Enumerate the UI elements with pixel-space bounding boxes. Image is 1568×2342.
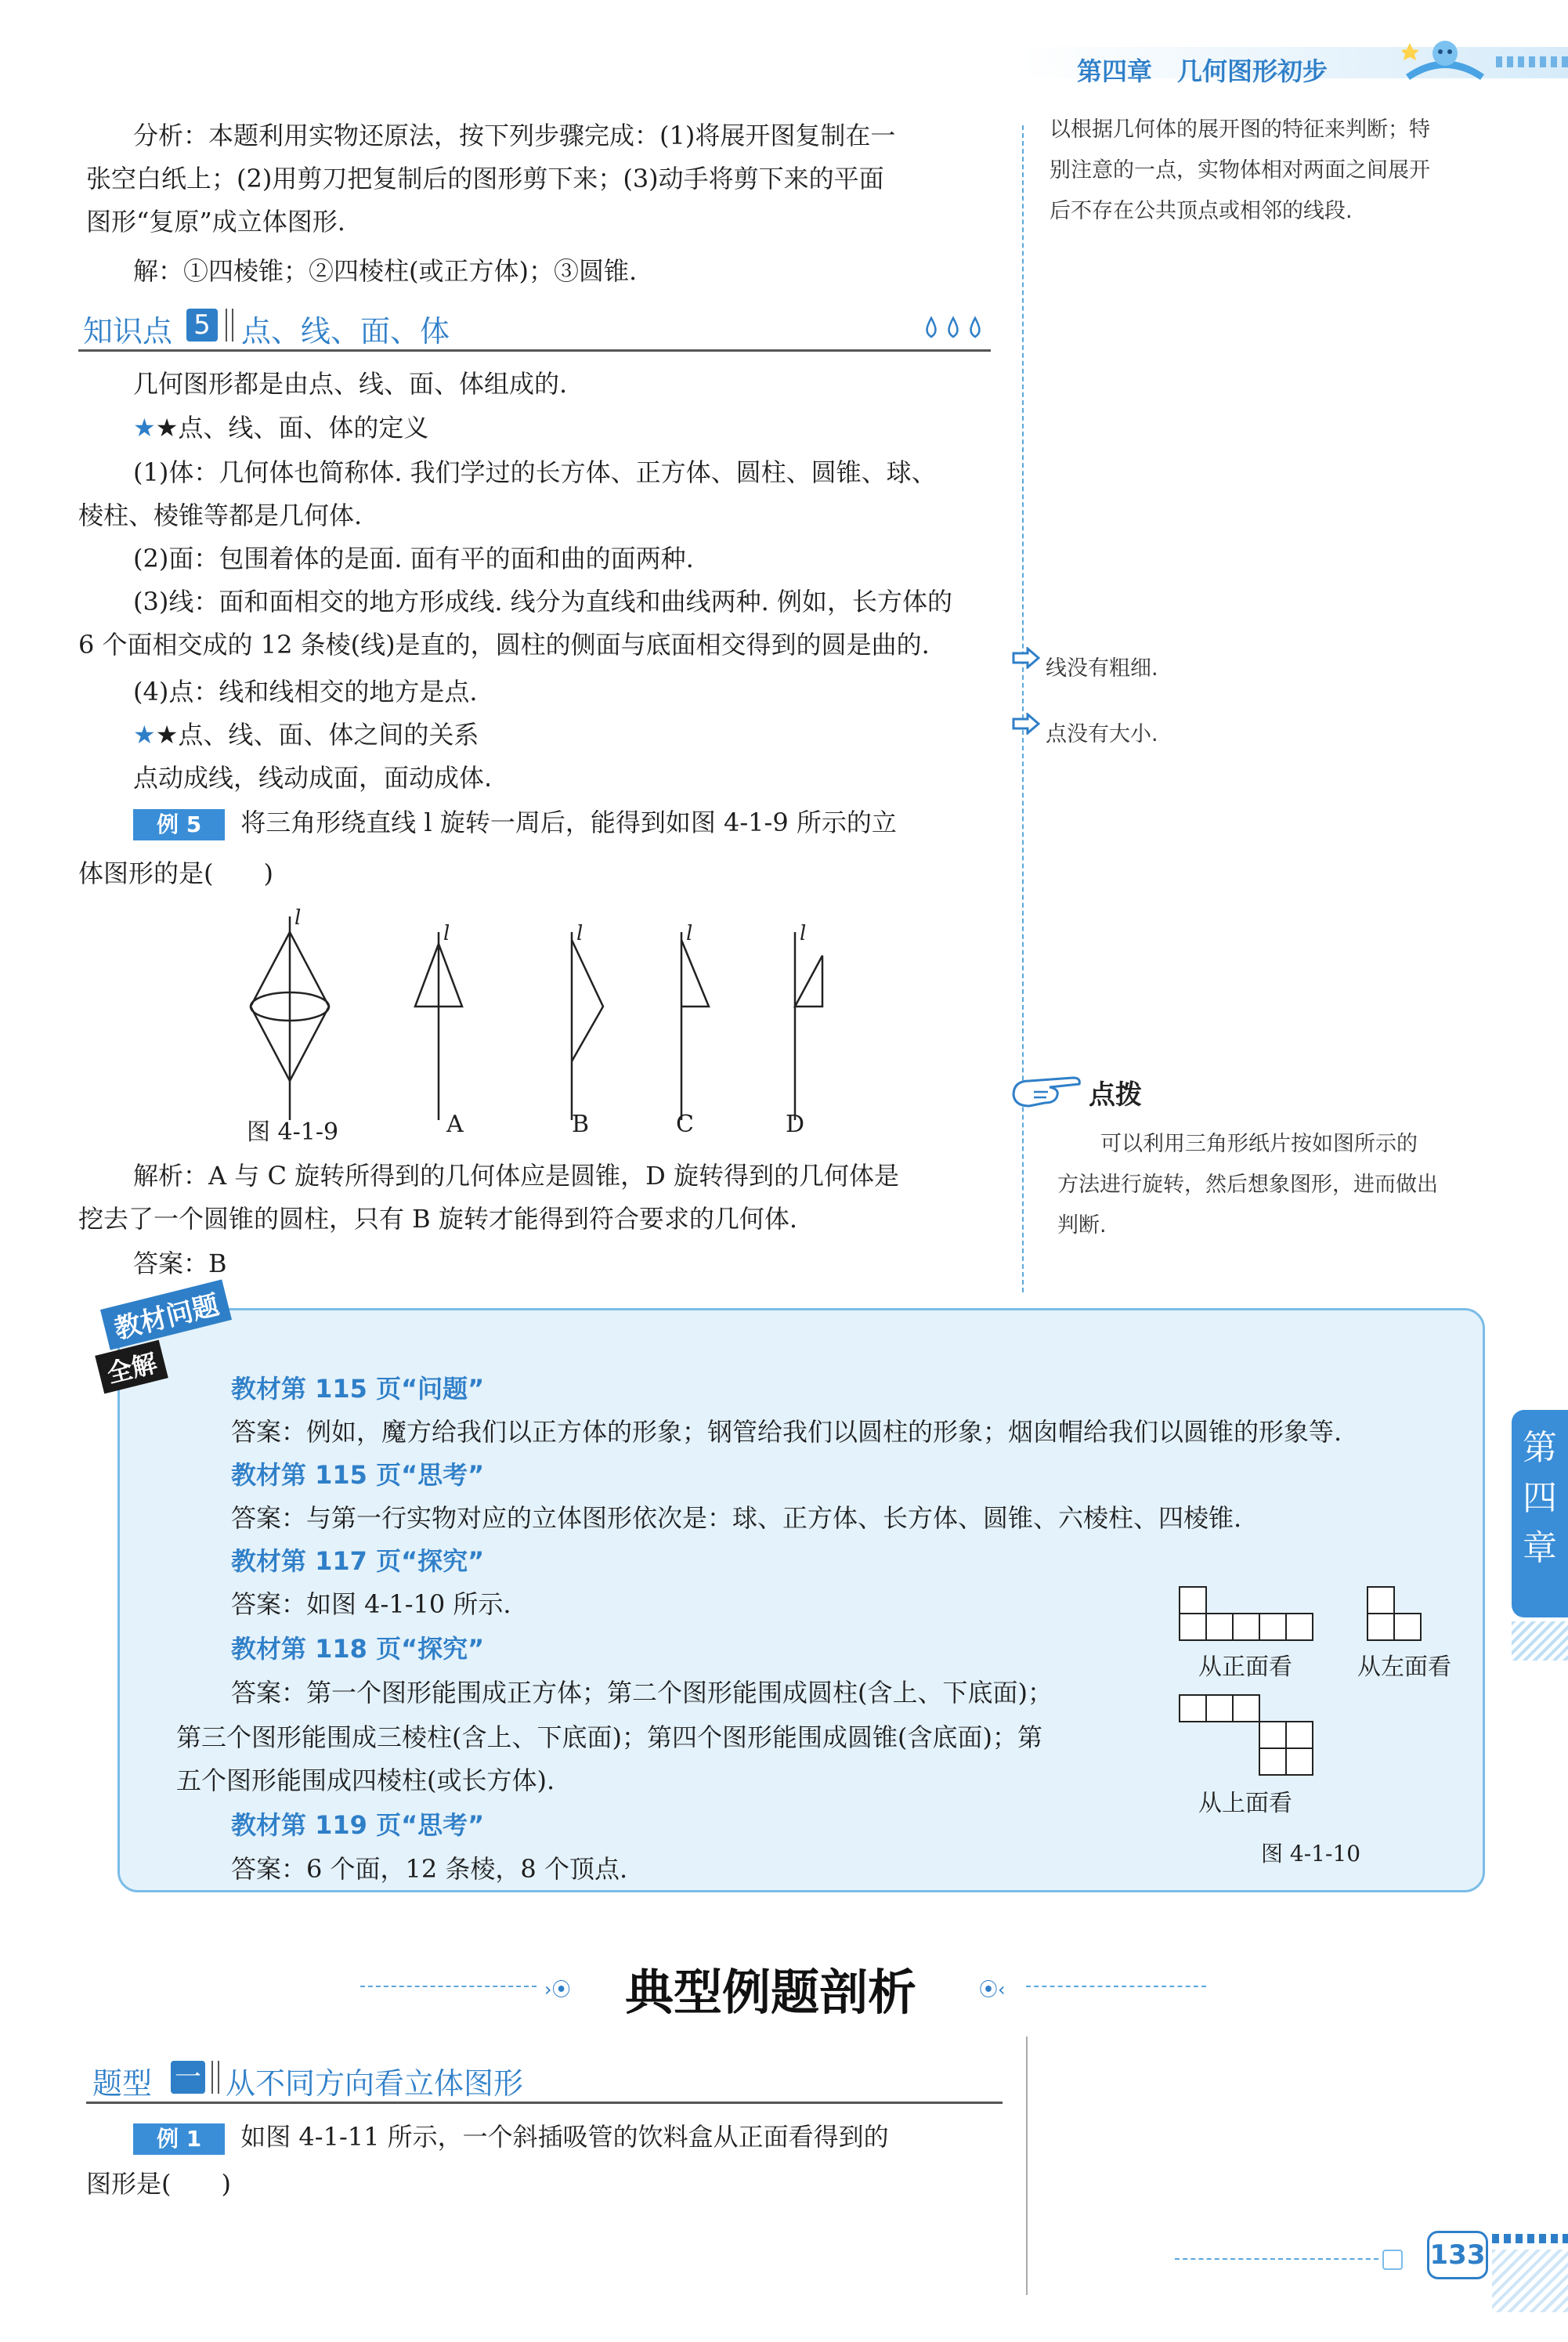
- textbook-ref-2: 教材第 115 页“思考”: [231, 1460, 485, 1490]
- star-icon: ★: [133, 720, 156, 750]
- book-logo-icon: [1402, 31, 1488, 86]
- textbook-answer-1: 答案：例如，魔方给我们以正方体的形象；钢管给我们以圆柱的形象；烟囱帽给我们以圆锥的形象等.: [231, 1417, 1342, 1447]
- analysis-line-1: 分析：本题利用实物还原法，按下列步骤完成：(1)将展开图复制在一: [133, 121, 896, 150]
- figure-4-1-10-label: 图 4-1-10: [1261, 1841, 1361, 1867]
- axis-label-a: l: [443, 922, 450, 945]
- side-note-line-1: 以根据几何体的展开图的特征来判断；特: [1050, 117, 1430, 142]
- axis-label-d: l: [800, 922, 807, 945]
- title-rule-right: [1026, 1986, 1206, 1987]
- section-title: 点、线、面、体: [241, 314, 450, 349]
- chapter-side-tab: [1512, 1410, 1568, 1617]
- textbook-ref-3: 教材第 117 页“探究”: [231, 1546, 485, 1576]
- footer-hatch: [1492, 2250, 1568, 2312]
- option-c-label: C: [676, 1111, 694, 1138]
- badge-title: 教材问题: [100, 1279, 232, 1350]
- textbook-ref-5: 教材第 119 页“思考”: [231, 1810, 485, 1840]
- side-column-divider-2: [1026, 2037, 1028, 2295]
- example-5-analysis-1: 解析：A 与 C 旋转所得到的几何体应是圆锥，D 旋转得到的几何体是: [133, 1161, 899, 1191]
- textbook-answer-4-cont-2: 五个图形能围成四棱柱(或长方体).: [176, 1766, 555, 1795]
- line-note: 线没有粗细.: [1046, 656, 1158, 681]
- textbook-answer-5: 答案：6 个面，12 条棱，8 个顶点.: [231, 1854, 628, 1884]
- grid-cell: [1205, 1694, 1234, 1722]
- grid-cell: [1232, 1613, 1260, 1641]
- body-line-1: (1)体：几何体也简称体. 我们学过的长方体、正方体、圆柱、圆锥、球、: [133, 457, 937, 487]
- grid-cell: [1259, 1721, 1287, 1749]
- example-5-analysis-2: 挖去了一个圆锥的圆柱，只有 B 旋转才能得到符合要求的几何体.: [78, 1204, 798, 1234]
- side-note-line-3: 后不存在公共顶点或相邻的线段.: [1050, 199, 1353, 223]
- difficulty-flames-icon: [922, 315, 985, 344]
- footer-dots: [1492, 2234, 1568, 2243]
- section-prefix: 知识点: [83, 314, 173, 349]
- figure-4-1-10: [1175, 1586, 1480, 1876]
- grid-cell: [1285, 1747, 1313, 1776]
- section-separator: [226, 309, 233, 342]
- top-view-label: 从上面看: [1198, 1790, 1292, 1817]
- chapter-tab-char-2: 四: [1523, 1478, 1557, 1518]
- example-5-answer: 答案：B: [133, 1249, 227, 1278]
- face-definition: (2)面：包围着体的是面. 面有平的面和曲的面两种.: [133, 544, 694, 573]
- example-tag: 例 5: [133, 809, 225, 840]
- figure-4-1-9: [227, 909, 838, 1128]
- front-view-label: 从正面看: [1198, 1653, 1292, 1681]
- type-number-badge: 一: [171, 2061, 205, 2094]
- chapter-tab-hatch: [1512, 1621, 1568, 1661]
- option-d-label: D: [786, 1111, 805, 1138]
- arrow-icon: [1012, 713, 1040, 738]
- title-right-arrow-icon: ⦿‹: [979, 1979, 1006, 2000]
- grid-cell: [1205, 1613, 1234, 1641]
- section-intro: 几何图形都是由点、线、面、体组成的.: [133, 369, 568, 399]
- analysis-line-3: 图形“复原”成立体图形.: [86, 207, 345, 237]
- textbook-answer-2: 答案：与第一行实物对应的立体图形依次是：球、正方体、长方体、圆锥、六棱柱、四棱锥.: [231, 1503, 1242, 1533]
- tip-line-1: 可以利用三角形纸片按如图所示的: [1100, 1132, 1418, 1156]
- axis-label-main: l: [294, 909, 302, 930]
- section-main-title: 典型例题剖析: [625, 1964, 917, 2021]
- chapter-header-title: 第四章 几何图形初步: [1077, 56, 1328, 86]
- type-separator: [211, 2061, 219, 2094]
- analysis-line-2: 张空白纸上；(2)用剪刀把复制后的图形剪下来；(3)动手将剪下来的平面: [86, 164, 884, 193]
- grid-cell: [1179, 1613, 1207, 1641]
- question-type-header: [86, 2056, 1003, 2104]
- section-number-badge: 5: [186, 309, 218, 342]
- textbook-answer-4-cont-1: 第三个图形能围成三棱柱(含上、下底面)；第四个图形能围成圆锥(含底面)；第: [176, 1722, 1042, 1752]
- left-view-label: 从左面看: [1357, 1653, 1451, 1681]
- figure-4-1-9-label: 图 4-1-9: [247, 1119, 339, 1146]
- example-tag: 例 1: [133, 2123, 225, 2155]
- star-icon: ★: [133, 413, 156, 443]
- triangle-b: [572, 940, 603, 1061]
- grid-cell: [1285, 1613, 1313, 1641]
- analysis-answer: 解：①四棱锥；②四棱柱(或正方体)；③圆锥.: [133, 256, 638, 286]
- relation-text: 点动成线，线动成面，面动成体.: [133, 763, 493, 793]
- option-b-label: B: [572, 1111, 590, 1138]
- example-1-question-2: 图形是( ): [86, 2169, 231, 2199]
- triangle-c: [681, 940, 709, 1007]
- relation-heading: ★★点、线、面、体之间的关系: [133, 720, 479, 750]
- line-definition-a: (3)线：面和面相交的地方形成线. 线分为直线和曲线两种. 例如，长方体的: [133, 587, 953, 616]
- title-rule-left: [360, 1986, 537, 1987]
- textbook-ref-1: 教材第 115 页“问题”: [231, 1374, 485, 1404]
- definition-heading: ★★点、线、面、体的定义: [133, 413, 429, 443]
- grid-cell: [1285, 1721, 1313, 1749]
- point-definition: (4)点：线和线相交的地方是点.: [133, 677, 478, 707]
- grid-cell: [1232, 1694, 1260, 1722]
- grid-cell: [1367, 1613, 1395, 1641]
- triangle-d: [795, 956, 822, 1007]
- tip-line-2: 方法进行旋转，然后想象图形，进而做出: [1057, 1173, 1438, 1197]
- side-column-divider: [1022, 125, 1024, 1292]
- chapter-tab-char-1: 第: [1523, 1428, 1557, 1468]
- textbook-answer-3: 答案：如图 4-1-10 所示.: [231, 1589, 511, 1619]
- title-left-arrow-icon: ›⦿: [544, 1979, 571, 2000]
- example-5-question: 例 5 将三角形绕直线 l 旋转一周后，能得到如图 4-1-9 所示的立: [133, 801, 897, 844]
- section-header: [78, 304, 991, 352]
- grid-cell: [1259, 1747, 1287, 1776]
- grid-cell: [1179, 1694, 1207, 1722]
- option-a-label: A: [446, 1111, 464, 1138]
- example-5-question-2: 体图形的是( ): [78, 858, 273, 888]
- pointing-hand-icon: [1010, 1072, 1085, 1115]
- line-definition-b: 6 个面相交成的 12 条棱(线)是直的，圆柱的侧面与底面相交得到的圆是曲的.: [78, 630, 930, 660]
- header-dots: [1496, 56, 1568, 67]
- type-prefix: 题型: [92, 2066, 153, 2101]
- axis-label-c: l: [686, 922, 693, 945]
- axis-label-b: l: [576, 922, 583, 945]
- textbook-answer-4: 答案：第一个图形能围成正方体；第二个图形能围成圆柱(含上、下底面)；: [231, 1678, 1053, 1708]
- point-note: 点没有大小.: [1046, 722, 1158, 746]
- footer-small-box: [1382, 2250, 1403, 2270]
- grid-cell: [1393, 1613, 1422, 1641]
- tip-line-3: 判断.: [1057, 1213, 1107, 1238]
- tip-title: 点拨: [1089, 1079, 1142, 1111]
- footer-rule: [1175, 2258, 1378, 2260]
- badge-subtitle: 全解: [95, 1340, 168, 1394]
- page-number: 133: [1427, 2231, 1488, 2279]
- side-note-line-2: 别注意的一点，实物体相对两面之间展开: [1050, 158, 1430, 183]
- textbook-ref-4: 教材第 118 页“探究”: [231, 1634, 485, 1664]
- grid-cell: [1367, 1586, 1395, 1614]
- body-line-1b: 棱柱、棱锥等都是几何体.: [78, 501, 363, 530]
- grid-cell: [1179, 1586, 1207, 1614]
- grid-cell: [1259, 1613, 1287, 1641]
- example-1-question: 例 1 如图 4-1-11 所示，一个斜插吸管的饮料盒从正面看得到的: [133, 2115, 889, 2159]
- arrow-icon: [1012, 647, 1040, 672]
- chapter-tab-char-3: 章: [1523, 1528, 1557, 1568]
- type-title: 从不同方向看立体图形: [226, 2066, 524, 2101]
